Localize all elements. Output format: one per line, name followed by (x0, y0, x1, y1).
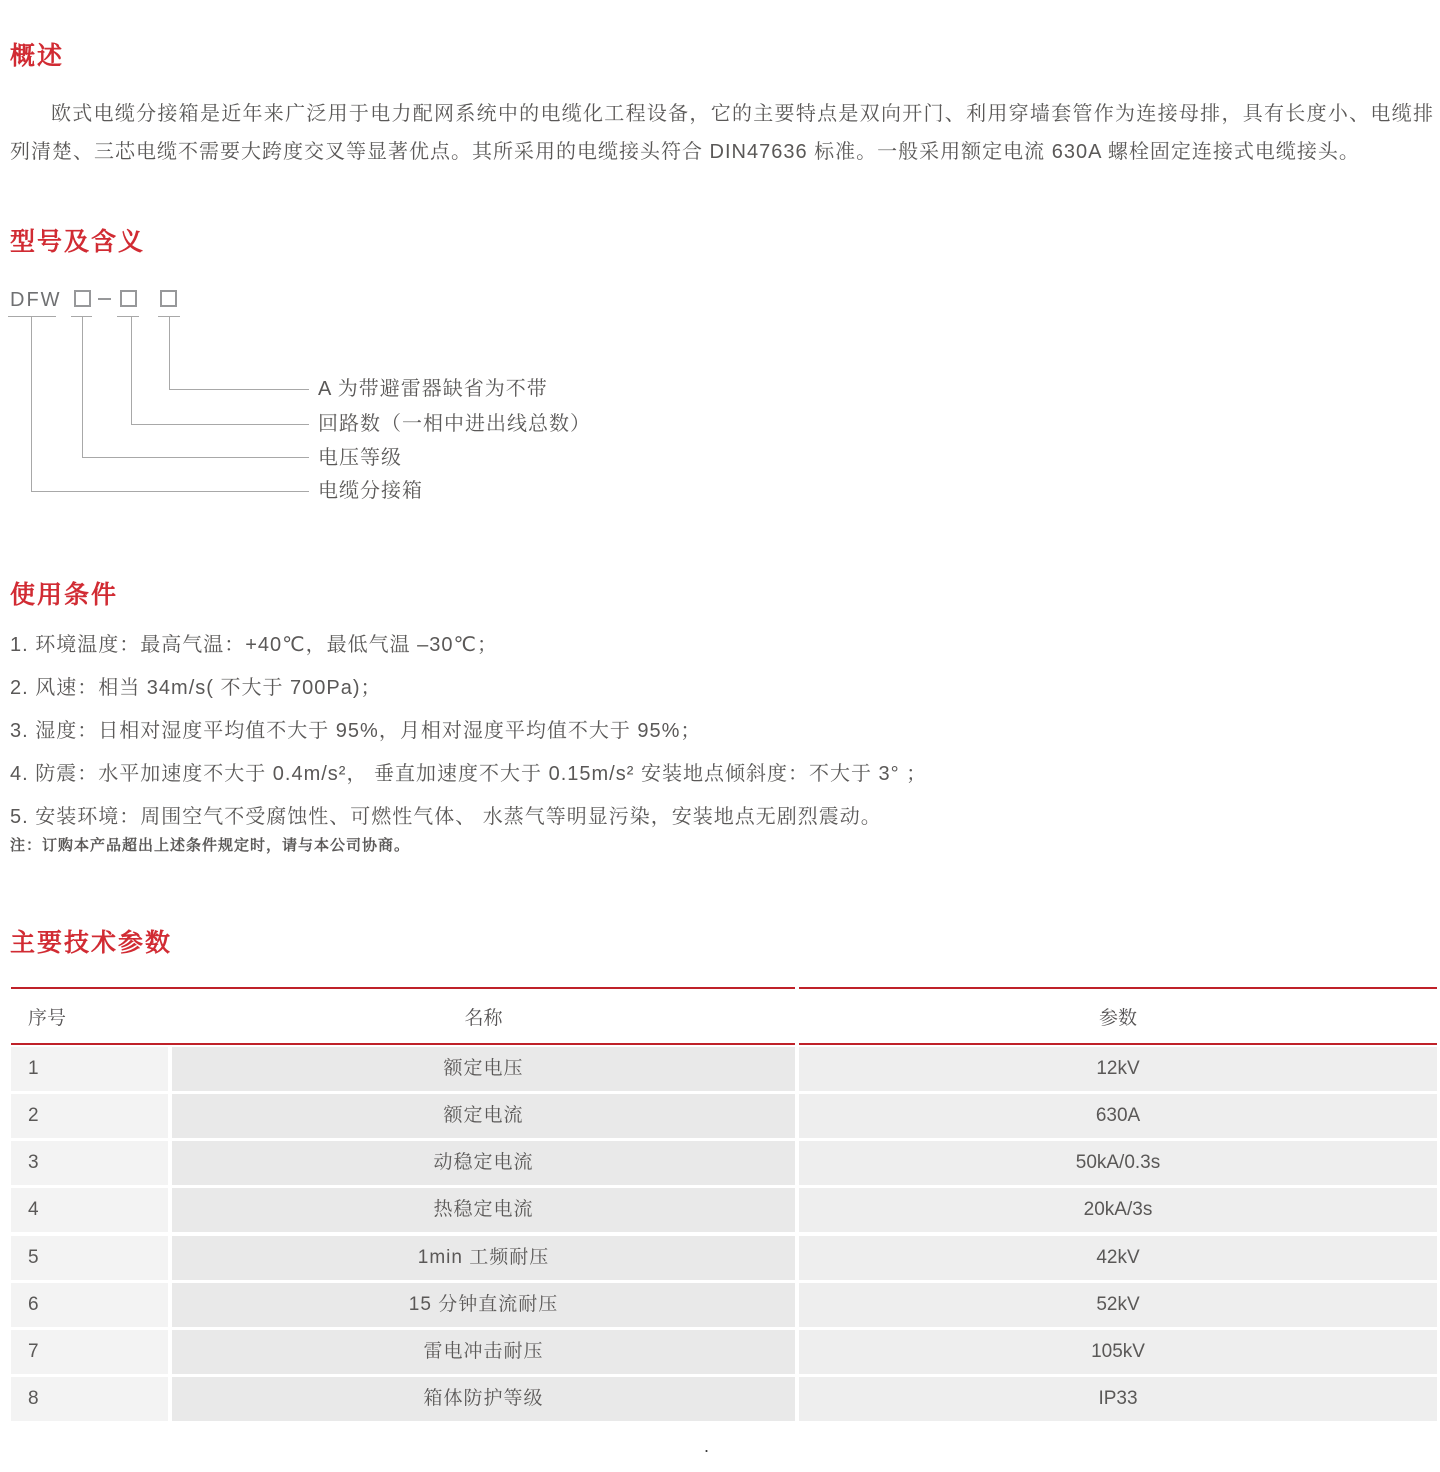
cell-value: IP33 (799, 1377, 1437, 1421)
diagram-underline (117, 316, 139, 317)
diagram-connector-line (31, 491, 309, 492)
overview-heading: 概述 (10, 42, 65, 70)
table-row (11, 1283, 1437, 1327)
cell-num: 7 (11, 1330, 168, 1374)
model-placeholder-box (120, 290, 137, 307)
condition-item: 1. 环境温度：最高气温：+40℃，最低气温 –30℃； (10, 634, 499, 656)
condition-item: 2. 风速：相当 34m/s( 不大于 700Pa)； (10, 677, 382, 699)
table-header-value: 参数 (1098, 1008, 1137, 1029)
cell-name: 热稳定电流 (172, 1188, 795, 1232)
condition-item: 5. 安装环境：周围空气不受腐蚀性、可燃性气体、 水蒸气等明显污染，安装地点无剧烈震动。 (10, 806, 882, 828)
cell-value: 20kA/3s (799, 1188, 1437, 1232)
cell-value: 42kV (799, 1236, 1437, 1280)
cell-name: 箱体防护等级 (172, 1377, 795, 1421)
cell-num: 4 (11, 1188, 168, 1232)
table-row (11, 1377, 1437, 1421)
table-row (11, 1047, 1437, 1091)
conditions-list (10, 632, 1410, 847)
table-row (11, 1188, 1437, 1232)
table-header-num: 序号 (28, 1008, 67, 1029)
diagram-label: 电缆分接箱 (318, 480, 423, 502)
diagram-connector-line (131, 424, 309, 425)
diagram-label: 电压等级 (318, 447, 402, 469)
diagram-label: A 为带避雷器缺省为不带 (318, 378, 548, 400)
cell-name: 1min 工频耐压 (172, 1236, 795, 1280)
cell-value: 105kV (799, 1330, 1437, 1374)
table-top-rule (11, 987, 795, 989)
table-header-rule (11, 1043, 795, 1045)
model-heading: 型号及含义 (10, 228, 146, 256)
table-header-rule (799, 1043, 1437, 1045)
model-prefix-text: DFW (10, 289, 62, 311)
table-row (11, 1236, 1437, 1280)
model-placeholder-box (74, 290, 91, 307)
table-top-rule (799, 987, 1437, 989)
table-row (11, 1094, 1437, 1138)
diagram-connector-line (82, 316, 83, 458)
cell-num: 3 (11, 1141, 168, 1185)
table-row (11, 1141, 1437, 1185)
cell-num: 5 (11, 1236, 168, 1280)
diagram-underline (8, 316, 56, 317)
diagram-label: 回路数（一相中进出线总数） (318, 413, 591, 435)
cell-num: 1 (11, 1047, 168, 1091)
diagram-connector-line (169, 316, 170, 390)
diagram-connector-line (131, 316, 132, 425)
footer-dot: . (704, 1436, 710, 1456)
model-placeholder-box (160, 290, 177, 307)
cell-value: 12kV (799, 1047, 1437, 1091)
diagram-connector-line (82, 457, 309, 458)
cell-name: 动稳定电流 (172, 1141, 795, 1185)
diagram-connector-line (31, 316, 32, 492)
cell-value: 50kA/0.3s (799, 1141, 1437, 1185)
diagram-connector-line (169, 389, 309, 390)
condition-item: 3. 湿度：日相对湿度平均值不大于 95%，月相对湿度平均值不大于 95%； (10, 720, 702, 742)
conditions-heading: 使用条件 (10, 581, 119, 609)
condition-item: 4. 防震：水平加速度不大于 0.4m/s²， 垂直加速度不大于 0.15m/s² 安装地点倾斜度：不大于 3° ； (10, 763, 928, 785)
table-row (11, 1330, 1437, 1374)
cell-name: 额定电压 (172, 1047, 795, 1091)
cell-name: 15 分钟直流耐压 (172, 1283, 795, 1327)
parameters-heading: 主要技术参数 (10, 929, 173, 957)
cell-value: 630A (799, 1094, 1437, 1138)
cell-num: 6 (11, 1283, 168, 1327)
cell-num: 8 (11, 1377, 168, 1421)
cell-name: 额定电流 (172, 1094, 795, 1138)
table-header-name: 名称 (464, 1008, 503, 1029)
model-dash (98, 298, 111, 300)
cell-name: 雷电冲击耐压 (172, 1330, 795, 1374)
cell-num: 2 (11, 1094, 168, 1138)
overview-paragraph: 欧式电缆分接箱是近年来广泛用于电力配网系统中的电缆化工程设备，它的主要特点是双向开门、利用穿墙套管作为连接母排，具有长度小、电缆排列清楚、三芯电缆不需要大跨度交叉等显著优点。其所采用的电缆接头符合 DIN47636 标准。一般采用额定电流 630A 螺栓固定连接式电缆接头。 (10, 103, 1434, 163)
conditions-note: 注：订购本产品超出上述条件规定时，请与本公司协商。 (10, 837, 411, 854)
cell-value: 52kV (799, 1283, 1437, 1327)
